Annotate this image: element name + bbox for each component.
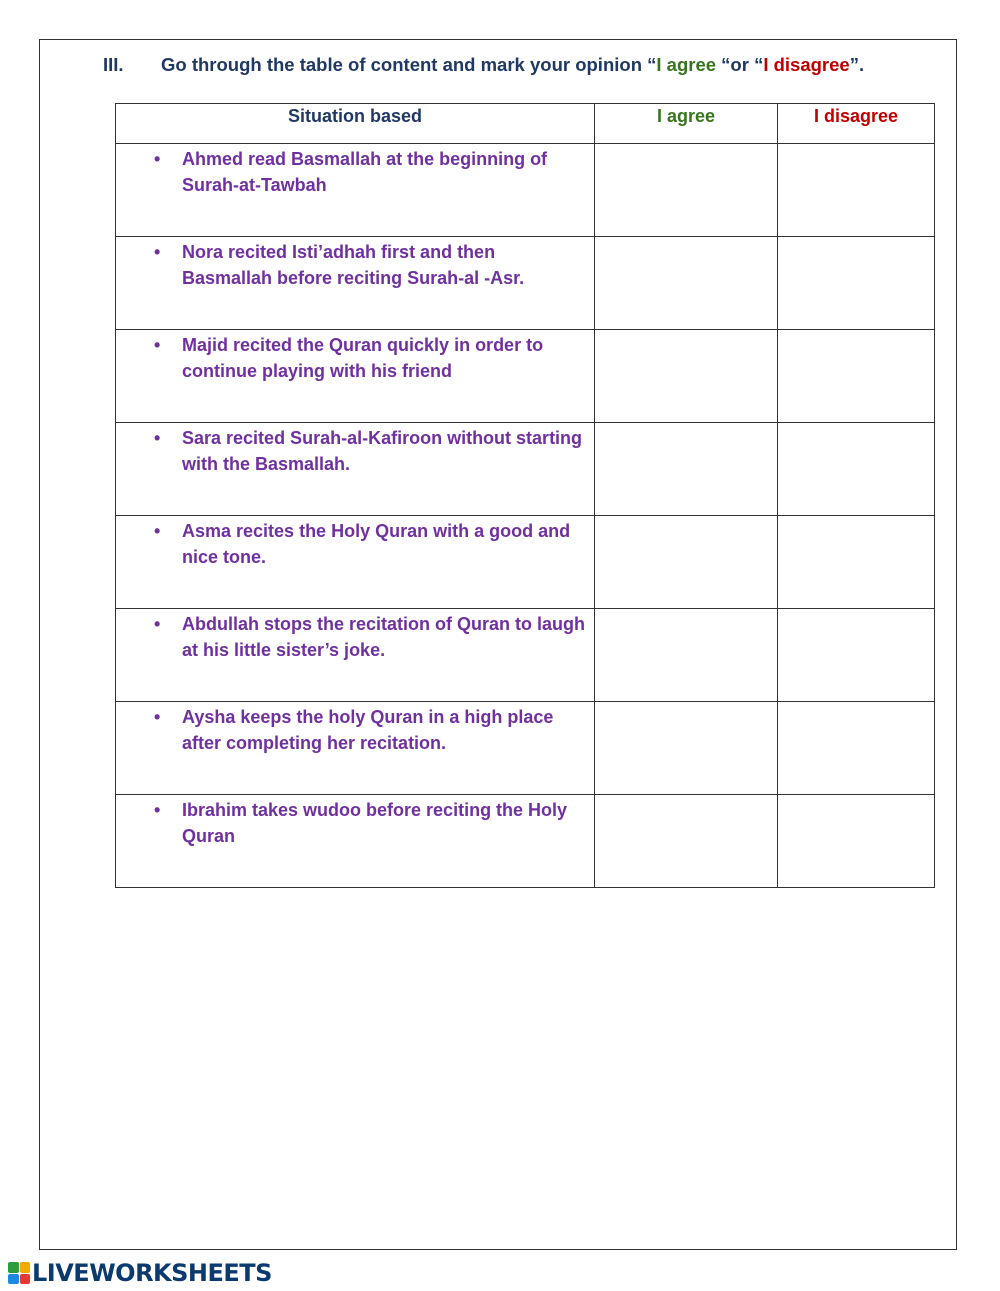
table-row: [116, 330, 935, 423]
liveworksheets-logo-icon: [8, 1262, 30, 1284]
situation-text: Majid recited the Quran quickly in order to continue playing with his friend: [182, 335, 544, 381]
logo-square-1: [8, 1262, 19, 1273]
disagree-answer-cell[interactable]: [778, 702, 935, 795]
disagree-answer-cell[interactable]: [778, 609, 935, 702]
agree-answer-cell[interactable]: [595, 237, 778, 330]
situation-text: Aysha keeps the holy Quran in a high place after completing her recitation.: [182, 707, 554, 753]
situation-cell: [116, 702, 595, 795]
table-row: [116, 795, 935, 888]
situation-cell: [116, 795, 595, 888]
disagree-answer-cell[interactable]: [778, 237, 935, 330]
logo-square-3: [8, 1274, 19, 1285]
table-row: [116, 609, 935, 702]
table-row: [116, 144, 935, 237]
table-row: [116, 423, 935, 516]
instruction-text-middle: “or “: [716, 54, 764, 75]
opinion-table: [115, 103, 935, 888]
header-disagree: I disagree: [778, 104, 935, 144]
header-agree: I agree: [595, 104, 778, 144]
disagree-answer-cell[interactable]: [778, 330, 935, 423]
situation-text: Abdullah stops the recitation of Quran to laugh at his little sister’s joke.: [182, 614, 586, 660]
table-body: [116, 144, 935, 888]
header-situation: Situation based: [116, 104, 595, 144]
section-number: III.: [103, 54, 124, 75]
brand-footer: [8, 1259, 272, 1287]
header-row: [116, 104, 935, 144]
situation-text: Sara recited Surah-al-Kafiroon without starting with the Basmallah.: [182, 428, 583, 474]
bullet-icon: •: [154, 614, 161, 634]
agree-answer-cell[interactable]: [595, 609, 778, 702]
bullet-icon: •: [154, 707, 161, 727]
bullet-icon: •: [154, 242, 161, 262]
disagree-answer-cell[interactable]: [778, 423, 935, 516]
table-row: [116, 516, 935, 609]
instruction-agree-word: I agree: [656, 54, 717, 75]
instruction-text-before: Go through the table of content and mark your opinion “: [161, 54, 657, 75]
situation-text: Nora recited Isti’adhah first and then Basmallah before reciting Surah-al -Asr.: [182, 242, 525, 288]
bullet-icon: •: [154, 800, 161, 820]
situation-text: Ahmed read Basmallah at the beginning of Surah-at-Tawbah: [182, 149, 548, 195]
situation-cell: [116, 516, 595, 609]
disagree-answer-cell[interactable]: [778, 144, 935, 237]
logo-square-2: [20, 1262, 31, 1273]
bullet-icon: •: [154, 335, 161, 355]
instruction-disagree-word: I disagree: [763, 54, 850, 75]
instruction: [103, 54, 864, 76]
agree-answer-cell[interactable]: [595, 144, 778, 237]
agree-answer-cell[interactable]: [595, 516, 778, 609]
table-row: [116, 237, 935, 330]
disagree-answer-cell[interactable]: [778, 795, 935, 888]
bullet-icon: •: [154, 149, 161, 169]
situation-cell: [116, 609, 595, 702]
situation-text: Asma recites the Holy Quran with a good and nice tone.: [182, 521, 571, 567]
situation-cell: [116, 144, 595, 237]
agree-answer-cell[interactable]: [595, 330, 778, 423]
table-row: [116, 702, 935, 795]
agree-answer-cell[interactable]: [595, 702, 778, 795]
bullet-icon: •: [154, 521, 161, 541]
logo-square-4: [20, 1274, 31, 1285]
disagree-answer-cell[interactable]: [778, 516, 935, 609]
agree-answer-cell[interactable]: [595, 795, 778, 888]
brand-name: LIVEWORKSHEETS: [32, 1259, 272, 1287]
situation-cell: [116, 237, 595, 330]
instruction-text-after: ”.: [849, 54, 865, 75]
agree-answer-cell[interactable]: [595, 423, 778, 516]
situation-text: Ibrahim takes wudoo before reciting the Holy Quran: [182, 800, 568, 846]
situation-cell: [116, 330, 595, 423]
bullet-icon: •: [154, 428, 161, 448]
situation-cell: [116, 423, 595, 516]
